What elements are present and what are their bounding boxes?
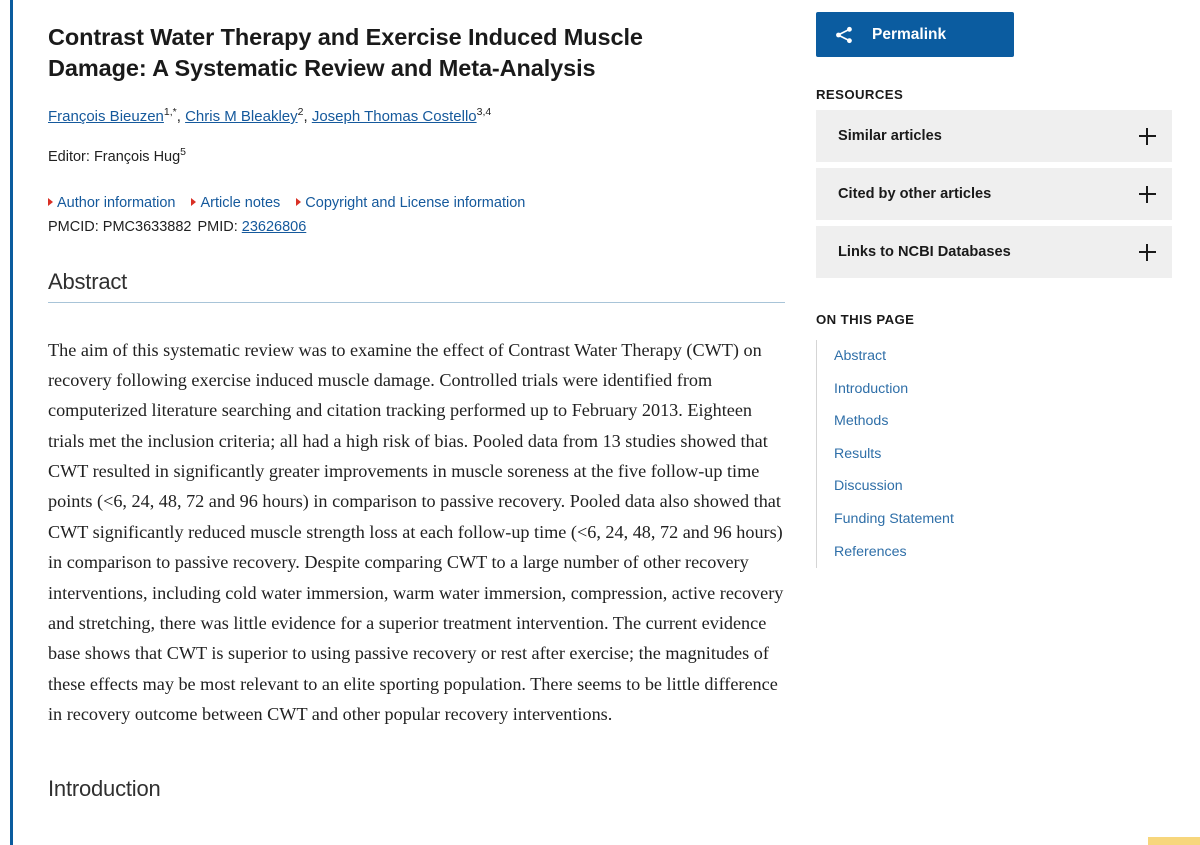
toc-link-discussion[interactable]: Discussion	[834, 478, 903, 495]
editor-line	[48, 145, 785, 165]
toc-link-introduction[interactable]: Introduction	[834, 380, 909, 397]
pmcid-value: PMC3633882	[102, 218, 192, 235]
page-title: Contrast Water Therapy and Exercise Induced Muscle Damage: A Systematic Review and Meta-Analysis	[48, 24, 643, 82]
author-link-3[interactable]: Joseph Thomas Costello	[311, 108, 477, 126]
sidebar	[805, 0, 1200, 845]
plus-icon	[1139, 186, 1156, 203]
resources-heading: RESOURCES	[816, 87, 904, 102]
author-affiliation-3: 3,4	[476, 106, 492, 119]
accordion-similar-articles[interactable]	[816, 110, 1172, 162]
toc-item	[817, 373, 1172, 406]
author-information-toggle[interactable]: Author information	[48, 195, 175, 211]
author-separator-1: ,	[176, 108, 186, 126]
toc-link-funding-statement[interactable]: Funding Statement	[834, 510, 954, 527]
author-link-2[interactable]: Chris M Bleakley	[185, 108, 298, 126]
expand-triangle-icon	[191, 198, 196, 206]
pmid-link[interactable]: 23626806	[241, 218, 307, 235]
editor-name: François Hug	[93, 148, 181, 165]
toc-item	[817, 405, 1172, 438]
bottom-right-partial-bar	[1148, 837, 1200, 845]
toc-item	[817, 503, 1172, 536]
copyright-license-toggle[interactable]: Copyright and License information	[296, 195, 525, 211]
expand-triangle-icon	[48, 198, 53, 206]
on-this-page-heading: ON THIS PAGE	[816, 312, 915, 327]
resources-accordion	[816, 110, 1172, 278]
toc-link-abstract[interactable]: Abstract	[834, 348, 887, 364]
accordion-label: Cited by other articles	[838, 186, 992, 202]
identifiers-line	[48, 219, 785, 235]
expand-triangle-icon	[296, 198, 301, 206]
author-separator-2: ,	[303, 108, 312, 126]
toc-link-methods[interactable]: Methods	[834, 413, 889, 430]
editor-prefix: Editor:	[48, 148, 94, 165]
share-icon	[834, 25, 854, 45]
accordion-label: Similar articles	[838, 128, 942, 144]
author-affiliation-2: 2	[297, 106, 304, 119]
introduction-heading: Introduction	[48, 775, 161, 801]
pmcid-label: PMCID:	[48, 218, 99, 235]
accordion-cited-by-other-articles[interactable]	[816, 168, 1172, 220]
accordion-links-to-ncbi-databases[interactable]	[816, 226, 1172, 278]
pmid-label: PMID:	[197, 218, 238, 235]
article-meta-links	[48, 195, 785, 211]
toc-item	[817, 438, 1172, 471]
author-link-1[interactable]: François Bieuzen	[48, 108, 164, 126]
author-affiliation-1: 1,*	[163, 106, 177, 119]
permalink-button-label: Permalink	[872, 25, 947, 43]
toc-item	[817, 340, 1172, 373]
toc-item	[817, 470, 1172, 503]
authors-line	[48, 106, 785, 129]
permalink-button[interactable]	[816, 12, 1014, 57]
on-this-page-nav	[816, 340, 1172, 568]
plus-icon	[1139, 244, 1156, 261]
editor-affiliation: 5	[180, 145, 187, 158]
abstract-text: The aim of this systematic review was to examine the effect of Contrast Water Therapy (CWT) on recovery following exercise induced muscle damage. Controlled trials were identified from computerized literature searching and citation tracking performed up to February 2013. Eighteen trials met the inclusion criteria; all had a high risk of bias. Pooled data from 13 studies showed that CWT resulted in significantly greater improvements in muscle soreness at the five follow-up time points (<6, 24, 48, 72 and 96 hours) in comparison to passive recovery. Pooled data also showed that CWT significantly reduced muscle strength loss at each follow-up time (<6, 24, 48, 72 and 96 hours) in comparison to passive recovery. Despite comparing CWT to a large number of other recovery interventions, including cold water immersion, warm water immersion, compression, active recovery and stretching, there was little evidence for a superior treatment intervention. The current evidence base shows that CWT is superior to using passive recovery or rest after exercise; the magnitudes of these effects may be most relevant to an elite sporting population. There seems to be little difference in recovery outcome between CWT and other popular recovery interventions.	[48, 339, 784, 725]
toc-item	[817, 536, 1172, 569]
abstract-heading: Abstract	[48, 269, 785, 303]
toc-link-references[interactable]: References	[834, 543, 907, 560]
article-notes-toggle[interactable]: Article notes	[191, 195, 280, 211]
accordion-label: Links to NCBI Databases	[838, 244, 1011, 260]
toc-link-results[interactable]: Results	[834, 445, 882, 462]
plus-icon	[1139, 128, 1156, 145]
